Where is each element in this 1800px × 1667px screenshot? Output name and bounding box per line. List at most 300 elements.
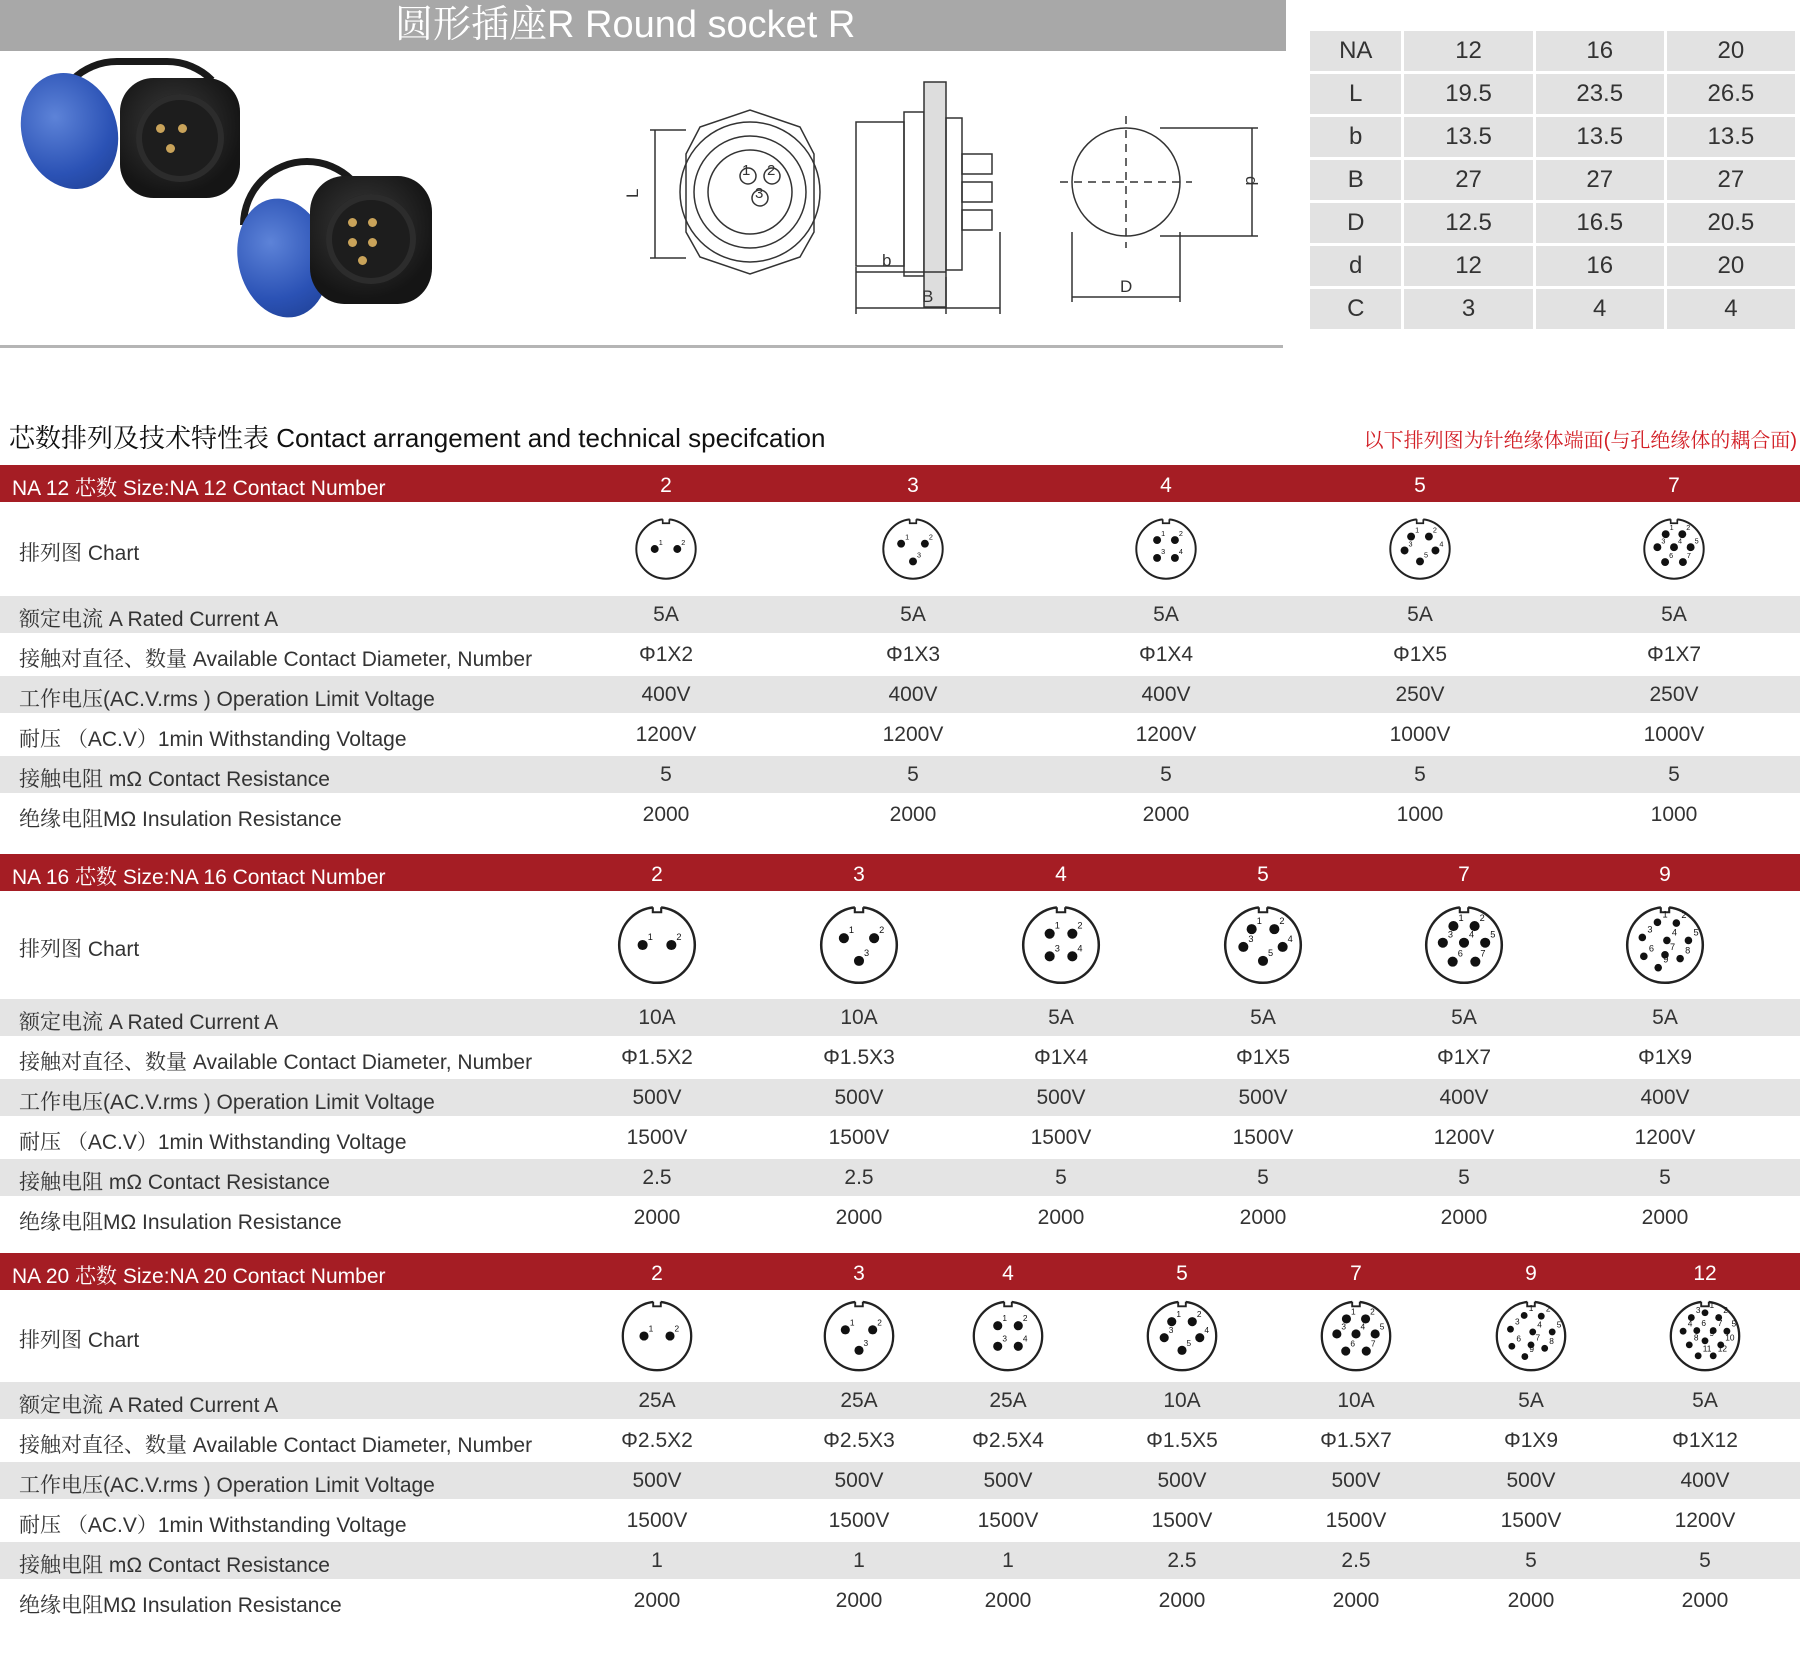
dimension-table	[1307, 28, 1798, 332]
spec-value-cell: 1200V	[1634, 1126, 1696, 1149]
contact-pin	[1695, 1352, 1702, 1359]
contact-pin	[1371, 1329, 1380, 1338]
dimension-value-cell: 27	[1667, 160, 1795, 200]
contact-pin-number: 1	[1415, 525, 1420, 535]
contact-pin-number: 1	[1528, 1302, 1534, 1313]
contact-pin	[841, 1325, 850, 1334]
contact-count-header: 3	[853, 1262, 865, 1285]
spec-value-cell: 10A	[638, 1006, 676, 1029]
pin-layout-icon	[1387, 516, 1453, 582]
spec-row-current	[0, 999, 1800, 1036]
spec-value-cell: 5	[1699, 1549, 1711, 1572]
spec-value-cell: 5	[1055, 1166, 1067, 1189]
contact-pin	[1045, 929, 1055, 939]
row-label: 绝缘电阻MΩ Insulation Resistance	[19, 1211, 342, 1234]
pin-layout-diagram	[1133, 516, 1199, 587]
svg-text:3: 3	[755, 185, 764, 202]
contact-pin	[1045, 951, 1055, 961]
contact-pin-number: 5	[1268, 947, 1274, 958]
contact-pin-number: 2	[1077, 920, 1083, 931]
spec-value-cell: 1500V	[1232, 1126, 1294, 1149]
contact-pin	[1188, 1317, 1197, 1326]
contact-pin-number: 2	[1545, 1303, 1551, 1314]
pin-layout-diagram	[817, 903, 901, 992]
contact-pin-number: 4	[1077, 943, 1083, 954]
contact-pin-number: 4	[1687, 1318, 1693, 1329]
contact-pin	[1247, 924, 1257, 934]
contact-pin	[839, 933, 849, 943]
contact-pin-number: 3	[1695, 1304, 1701, 1315]
chart-row	[0, 891, 1800, 999]
contact-pin	[651, 545, 659, 553]
spec-value-cell: 2000	[984, 1589, 1032, 1612]
contact-pin-number: 4	[1204, 1325, 1209, 1336]
pin-layout-icon	[821, 1298, 897, 1374]
contact-pin	[1687, 543, 1695, 551]
row-label: 排列图 Chart	[19, 938, 140, 961]
contact-count-header: 2	[651, 863, 663, 886]
contact-pin-number: 2	[928, 532, 933, 542]
contact-pin-number: 5	[1490, 929, 1496, 940]
row-label: 绝缘电阻MΩ Insulation Resistance	[19, 1594, 342, 1617]
svg-text:2: 2	[767, 162, 776, 179]
contact-pin-number: 2	[1432, 525, 1437, 535]
spec-value-cell: 5	[1458, 1166, 1470, 1189]
dimension-value-cell: 16	[1536, 31, 1664, 71]
spec-value-cell: Φ1X9	[1503, 1429, 1559, 1452]
contact-pin	[897, 540, 905, 548]
contact-pin-number: 3	[1447, 929, 1454, 940]
spec-value-cell: 2000	[1641, 1206, 1689, 1229]
pin-layout-diagram	[1221, 903, 1305, 992]
spec-value-cell: 5	[1160, 763, 1172, 786]
dimension-value-cell: 13.5	[1404, 117, 1532, 157]
contact-pin	[1195, 1333, 1204, 1342]
spec-value-cell: 1500V	[828, 1126, 890, 1149]
spec-value-cell: 1000	[1650, 803, 1698, 826]
contact-pin	[869, 933, 879, 943]
dimension-value-cell: 12	[1404, 31, 1532, 71]
spec-value-cell: 1000	[1396, 803, 1444, 826]
row-label: 额定电流 A Rated Current A	[19, 1394, 279, 1417]
row-label: 工作电压(AC.V.rms ) Operation Limit Voltage	[19, 1474, 435, 1497]
contact-pin-number: 3	[1168, 1325, 1174, 1336]
contact-pin-number: 4	[1360, 1321, 1366, 1332]
contact-pin	[1654, 964, 1662, 972]
contact-pin	[1521, 1353, 1528, 1360]
chart-row	[0, 1290, 1800, 1382]
contact-pin	[1067, 929, 1077, 939]
contact-count-header: 5	[1176, 1262, 1188, 1285]
contact-pin-number: 11	[1702, 1343, 1712, 1354]
contact-pin	[1507, 1326, 1514, 1333]
contact-pin-number: 6	[1701, 1317, 1706, 1328]
row-label: 接触电阻 mΩ Contact Resistance	[19, 768, 330, 791]
contact-pin-number: 1	[658, 538, 663, 548]
contact-pin-number: 6	[1669, 551, 1674, 561]
spec-row-withstand	[0, 716, 1800, 753]
spec-value-cell: Φ1X4	[1033, 1046, 1089, 1069]
contact-pin-number: 3	[1054, 943, 1060, 954]
spec-value-cell: Φ2.5X4	[972, 1429, 1044, 1452]
spec-value-cell: Φ1.5X5	[1146, 1429, 1218, 1452]
contact-pin	[638, 940, 648, 950]
pin-layout-icon	[1144, 1298, 1220, 1374]
spec-value-cell: Φ1X7	[1436, 1046, 1492, 1069]
spec-row-current	[0, 1382, 1800, 1419]
spec-row-withstand	[0, 1119, 1800, 1156]
pin-layout-icon	[615, 903, 699, 987]
spec-value-cell: 1500V	[828, 1509, 890, 1532]
contact-pin-number: 1	[1458, 913, 1464, 924]
contact-pin	[1541, 1345, 1548, 1352]
contact-pin	[1676, 955, 1684, 963]
spec-value-cell: 2.5	[1341, 1549, 1371, 1572]
contact-pin-number: 1	[1669, 523, 1674, 533]
spec-value-cell: 1	[651, 1549, 663, 1572]
spec-row-resistance	[0, 756, 1800, 793]
contact-pin-number: 4	[1178, 546, 1183, 556]
spec-block-title: NA 20 芯数 Size:NA 20 Contact Number	[12, 1265, 386, 1288]
contact-pin-number: 3	[1341, 1321, 1347, 1332]
dimension-label-cell: C	[1310, 289, 1401, 329]
spec-value-cell: 1500V	[1151, 1509, 1213, 1532]
contact-pin-number: 5	[1693, 927, 1699, 938]
contact-pin	[1160, 1333, 1169, 1342]
spec-value-cell: 1200V	[1135, 723, 1197, 746]
contact-pin	[1508, 1343, 1515, 1350]
spec-value-cell: 5	[1659, 1166, 1671, 1189]
contact-pin	[854, 1346, 863, 1355]
spec-value-cell: 25A	[840, 1389, 878, 1412]
contact-pin-number: 3	[916, 550, 922, 560]
pin-layout-icon	[1623, 903, 1707, 987]
spec-value-cell: 25A	[638, 1389, 676, 1412]
spec-value-cell: 2000	[1142, 803, 1190, 826]
spec-row-diameter	[0, 636, 1800, 673]
contact-pin-number: 3	[1408, 539, 1413, 549]
contact-pin-number: 3	[1515, 1316, 1520, 1327]
pin-layout-icon	[1641, 516, 1707, 582]
spec-value-cell: 500V	[834, 1469, 884, 1492]
spec-value-cell: 1200V	[1433, 1126, 1495, 1149]
pin-layout-icon	[633, 516, 699, 582]
contact-pin-number: 10	[1725, 1332, 1735, 1343]
spec-row-current	[0, 596, 1800, 633]
dimension-value-cell: 27	[1404, 160, 1532, 200]
dimension-value-cell: 3	[1404, 289, 1532, 329]
contact-pin-number: 7	[1717, 1317, 1723, 1328]
dimension-value-cell: 23.5	[1536, 74, 1664, 114]
contact-pin	[1470, 957, 1480, 967]
row-label: 耐压 （AC.V）1min Withstanding Voltage	[19, 728, 407, 751]
contact-pin-number: 2	[674, 1323, 680, 1334]
row-label: 接触对直径、数量 Available Contact Diameter, Number	[19, 1434, 533, 1457]
contact-pin	[1067, 951, 1077, 961]
contact-pin-number: 3	[1647, 924, 1653, 935]
spec-value-cell: 5A	[653, 603, 679, 626]
contact-pin-number: 7	[1370, 1338, 1376, 1349]
pin-layout-diagram	[1144, 1298, 1220, 1379]
contact-pin-number: 2	[1723, 1304, 1728, 1315]
dimension-value-cell: 12	[1404, 246, 1532, 286]
contact-pin	[1278, 942, 1288, 952]
contact-pin-number: 4	[1469, 929, 1475, 940]
row-label: 额定电流 A Rated Current A	[19, 608, 279, 631]
spec-value-cell: Φ1X2	[638, 643, 694, 666]
spec-value-cell: Φ1X4	[1138, 643, 1194, 666]
spec-value-cell: Φ1.5X7	[1320, 1429, 1392, 1452]
contact-pin-number: 1	[1350, 1306, 1356, 1317]
spec-value-cell: 1500V	[1030, 1126, 1092, 1149]
spec-row-insulation	[0, 1582, 1800, 1619]
dimension-row	[1310, 160, 1795, 200]
contact-pin	[1341, 1346, 1350, 1355]
spec-value-cell: 1000V	[1389, 723, 1451, 746]
contact-pin-number: 5	[1731, 1318, 1737, 1329]
row-label: 耐压 （AC.V）1min Withstanding Voltage	[19, 1514, 407, 1537]
contact-pin	[1238, 942, 1248, 952]
contact-pin	[1425, 533, 1433, 541]
chart-row	[0, 502, 1800, 596]
contact-pin	[1177, 1346, 1186, 1355]
dimension-value-cell: 20	[1667, 31, 1795, 71]
contact-pin	[1661, 558, 1669, 566]
contact-count-header: 3	[907, 474, 919, 497]
spec-value-cell: 250V	[1649, 683, 1699, 706]
spec-value-cell: 5	[1668, 763, 1680, 786]
contact-pin-number: 2	[1681, 910, 1687, 921]
contact-pin-number: 7	[1670, 941, 1676, 952]
dimension-value-cell: 26.5	[1667, 74, 1795, 114]
contact-pin	[666, 940, 676, 950]
contact-pin	[1401, 547, 1409, 555]
spec-value-cell: Φ2.5X3	[823, 1429, 895, 1452]
contact-pin	[1653, 543, 1661, 551]
spec-row-voltage	[0, 1462, 1800, 1499]
contact-count-header: 4	[1160, 474, 1172, 497]
contact-count-header: 2	[651, 1262, 663, 1285]
row-label: 接触电阻 mΩ Contact Resistance	[19, 1171, 330, 1194]
spec-value-cell: 250V	[1395, 683, 1445, 706]
contact-pin-number: 7	[1535, 1332, 1541, 1343]
contact-pin	[1431, 547, 1439, 555]
spec-value-cell: 500V	[983, 1469, 1033, 1492]
spec-value-cell: 500V	[1238, 1086, 1288, 1109]
spec-row-resistance	[0, 1159, 1800, 1196]
contact-count-header: 4	[1055, 863, 1067, 886]
contact-pin	[1014, 1342, 1023, 1351]
contact-pin-number: 1	[1176, 1309, 1181, 1320]
spec-value-cell: 400V	[1680, 1469, 1730, 1492]
contact-pin	[1171, 554, 1179, 562]
spec-block	[0, 854, 1800, 1239]
contact-pin	[1680, 1328, 1687, 1335]
spec-value-cell: 10A	[1163, 1389, 1201, 1412]
technical-drawing	[623, 82, 1270, 322]
contact-pin	[1351, 1329, 1360, 1338]
contact-pin-number: 4	[1287, 933, 1293, 944]
spec-value-cell: 2000	[1158, 1589, 1206, 1612]
contact-pin-number: 2	[1279, 916, 1285, 927]
dimension-row	[1310, 117, 1795, 157]
spec-value-cell: Φ2.5X2	[621, 1429, 693, 1452]
spec-value-cell: 5A	[1518, 1389, 1544, 1412]
dimension-value-cell: 4	[1536, 289, 1664, 329]
contact-pin-number: 9	[1529, 1343, 1535, 1354]
contact-pin	[1702, 1309, 1709, 1316]
contact-pin-number: 5	[1423, 550, 1429, 560]
contact-pin-number: 2	[879, 925, 885, 936]
contact-pin-number: 2	[1196, 1309, 1202, 1320]
pin-layout-icon	[817, 903, 901, 987]
contact-pin-number: 5	[1186, 1337, 1192, 1348]
spec-value-cell: 2.5	[642, 1166, 672, 1189]
spec-value-cell: 2000	[1681, 1589, 1729, 1612]
contact-pin-number: 4	[1537, 1319, 1542, 1330]
contact-pin	[1686, 1341, 1693, 1348]
contact-pin-number: 1	[647, 931, 653, 942]
spec-value-cell: 500V	[834, 1086, 884, 1109]
contact-pin	[1332, 1329, 1341, 1338]
contact-pin-number: 9	[1709, 1328, 1715, 1339]
pin-layout-icon	[1318, 1298, 1394, 1374]
dimension-value-cell: 13.5	[1667, 117, 1795, 157]
contact-pin-number: 1	[1709, 1300, 1715, 1311]
contact-pin-number: 9	[1663, 954, 1669, 965]
pin-layout-diagram	[615, 903, 699, 992]
contact-pin-number: 1	[905, 532, 910, 542]
svg-text:1: 1	[742, 162, 751, 179]
contact-pin	[1673, 919, 1681, 927]
pin-layout-icon	[1221, 903, 1305, 987]
spec-value-cell: 5A	[1407, 603, 1433, 626]
contact-pin-number: 4	[1677, 536, 1683, 546]
spec-value-cell: 2000	[1507, 1589, 1555, 1612]
contact-pin-number: 1	[1054, 920, 1060, 931]
contact-pin-number: 8	[1693, 1332, 1699, 1343]
dim-label-B: B	[922, 287, 934, 306]
spec-value-cell: 500V	[632, 1086, 682, 1109]
row-label: 绝缘电阻MΩ Insulation Resistance	[19, 808, 342, 831]
contact-pin	[639, 1331, 648, 1340]
spec-value-cell: 5A	[1250, 1006, 1276, 1029]
spec-row-diameter	[0, 1422, 1800, 1459]
row-label: 工作电压(AC.V.rms ) Operation Limit Voltage	[19, 1091, 435, 1114]
pin-layout-icon	[1133, 516, 1199, 582]
spec-value-cell: 500V	[632, 1469, 682, 1492]
contact-pin-number: 1	[1256, 916, 1262, 927]
dimension-label-cell: D	[1310, 203, 1401, 243]
contact-count-header: 3	[853, 863, 865, 886]
contact-pin	[854, 956, 864, 966]
dim-label-L: L	[623, 188, 642, 198]
dimension-value-cell: 13.5	[1536, 117, 1664, 157]
spec-value-cell: 5A	[1652, 1006, 1678, 1029]
row-label: 额定电流 A Rated Current A	[19, 1011, 279, 1034]
pin-layout-diagram	[1019, 903, 1103, 992]
dimension-value-cell: 20	[1667, 246, 1795, 286]
contact-pin-number: 1	[648, 1323, 654, 1334]
contact-pin	[1153, 554, 1161, 562]
row-label: 接触对直径、数量 Available Contact Diameter, Number	[19, 648, 533, 671]
spec-value-cell: 1500V	[977, 1509, 1039, 1532]
dimension-label-cell: B	[1310, 160, 1401, 200]
row-label: 工作电压(AC.V.rms ) Operation Limit Voltage	[19, 688, 435, 711]
spec-value-cell: 5	[1525, 1549, 1537, 1572]
spec-value-cell: 5	[1414, 763, 1426, 786]
contact-pin-number: 5	[1694, 536, 1699, 546]
contact-pin	[868, 1325, 877, 1334]
spec-value-cell: 2000	[1239, 1206, 1287, 1229]
contact-pin-number: 12	[1717, 1343, 1728, 1354]
row-label: 耐压 （AC.V）1min Withstanding Voltage	[19, 1131, 407, 1154]
pin-layout-icon	[619, 1298, 695, 1374]
dimension-value-cell: 4	[1667, 289, 1795, 329]
spec-value-cell: 1500V	[626, 1509, 688, 1532]
spec-value-cell: 10A	[1337, 1389, 1375, 1412]
contact-pin	[1639, 934, 1647, 942]
contact-pin-number: 6	[1350, 1338, 1355, 1349]
title-bar	[0, 0, 1286, 51]
contact-pin	[1171, 536, 1179, 544]
dim-label-b: b	[882, 251, 892, 270]
contact-count-header: 5	[1414, 474, 1426, 497]
spec-value-cell: 2.5	[844, 1166, 874, 1189]
spec-value-cell: 5A	[1661, 603, 1687, 626]
dim-label-D: D	[1120, 277, 1133, 296]
contact-pin-number: 7	[1686, 551, 1691, 561]
spec-value-cell: 500V	[1331, 1469, 1381, 1492]
contact-count-header: 4	[1002, 1262, 1014, 1285]
contact-pin	[1654, 919, 1662, 927]
dimension-row	[1310, 203, 1795, 243]
contact-pin	[1153, 536, 1161, 544]
spec-value-cell: 1200V	[1674, 1509, 1736, 1532]
spec-value-cell: 2.5	[1167, 1549, 1197, 1572]
contact-count-header: 9	[1659, 863, 1671, 886]
contact-pin-number: 1	[1662, 909, 1668, 920]
contact-pin-number: 2	[1178, 529, 1183, 539]
contact-pin-number: 7	[1480, 948, 1486, 959]
contact-pin	[673, 545, 681, 553]
pin-layout-diagram	[821, 1298, 897, 1379]
contact-pin-number: 5	[1379, 1321, 1385, 1332]
pin-layout-diagram	[880, 516, 946, 587]
contact-pin	[1258, 956, 1268, 966]
row-label: 排列图 Chart	[19, 1329, 140, 1352]
dimension-label-cell: L	[1310, 74, 1401, 114]
spec-value-cell: 5	[1257, 1166, 1269, 1189]
spec-value-cell: 400V	[1640, 1086, 1690, 1109]
pin-layout-diagram	[1641, 516, 1707, 587]
product-photo	[10, 58, 450, 320]
contact-pin-number: 2	[681, 538, 686, 548]
spec-row-diameter	[0, 1039, 1800, 1076]
contact-pin-number: 8	[1685, 945, 1691, 956]
spec-block-title: NA 16 芯数 Size:NA 16 Contact Number	[12, 866, 386, 889]
dimension-value-cell: 16.5	[1536, 203, 1664, 243]
spec-value-cell: 5A	[1692, 1389, 1718, 1412]
contact-pin-number: 3	[1661, 536, 1666, 546]
contact-pin	[1710, 1352, 1717, 1359]
spec-block-header	[0, 1253, 1800, 1290]
spec-value-cell: 400V	[888, 683, 938, 706]
contact-count-header: 5	[1257, 863, 1269, 886]
dimension-row	[1310, 246, 1795, 286]
row-label: 接触对直径、数量 Available Contact Diameter, Number	[19, 1051, 533, 1074]
contact-pin-number: 3	[1161, 546, 1166, 556]
